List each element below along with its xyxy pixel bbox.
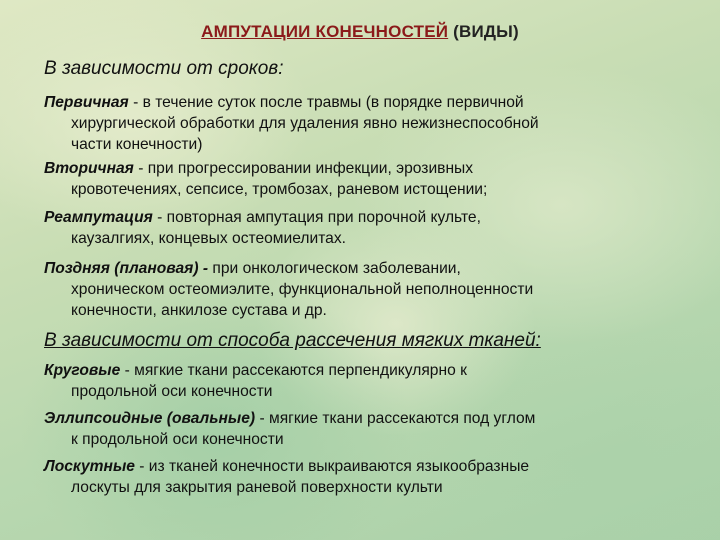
list-item-reamputation <box>44 207 694 249</box>
section-heading-method: В зависимости от способа рассечения мягких тканей: <box>44 330 541 351</box>
term: Лоскутные <box>44 458 135 475</box>
item-text: - из тканей конечности выкраиваются языкообразные <box>134 458 530 475</box>
list-item-primary <box>44 92 694 155</box>
term: Круговые <box>44 362 121 379</box>
term: Эллипсоидные (овальные) <box>44 410 256 427</box>
list-item-secondary <box>44 158 694 200</box>
slide-title <box>0 22 720 42</box>
item-text: - мягкие ткани рассекаются под углом <box>255 410 536 427</box>
term: Первичная <box>44 94 129 111</box>
item-text: части конечности) <box>71 136 203 153</box>
title-main: АМПУТАЦИИ КОНЕЧНОСТЕЙ <box>201 22 449 41</box>
list-item-flap <box>44 456 694 498</box>
item-text: - в течение суток после травмы (в порядке первичной <box>128 94 524 111</box>
list-item-circular <box>44 360 694 402</box>
term: Реампутация <box>44 209 153 226</box>
item-text: лоскуты для закрытия раневой поверхности культи <box>71 479 443 496</box>
list-item-ellipsoid <box>44 408 694 450</box>
item-text: хроническом остеомиэлите, функциональной неполноценности <box>71 281 534 298</box>
item-text: - при прогрессировании инфекции, эрозивных <box>133 160 474 177</box>
item-text: к продольной оси конечности <box>71 431 284 448</box>
list-item-late <box>44 258 694 321</box>
title-suffix: (ВИДЫ) <box>453 22 519 41</box>
item-text: каузалгиях, концевых остеомиелитах. <box>71 230 346 247</box>
item-text: продольной оси конечности <box>71 383 273 400</box>
item-text: хирургической обработки для удаления явно нежизнеспособной <box>71 115 539 132</box>
item-text: - мягкие ткани рассекаются перпендикулярно к <box>120 362 467 379</box>
term: Поздняя (плановая) - <box>44 260 209 277</box>
section-heading-timing: В зависимости от сроков: <box>44 58 284 79</box>
term: Вторичная <box>44 160 134 177</box>
item-text: - повторная ампутация при порочной культе, <box>152 209 481 226</box>
item-text: при онкологическом заболевании, <box>208 260 461 277</box>
item-text: кровотечениях, сепсисе, тромбозах, раневом истощении; <box>71 181 488 198</box>
item-text: конечности, анкилозе сустава и др. <box>71 302 327 319</box>
